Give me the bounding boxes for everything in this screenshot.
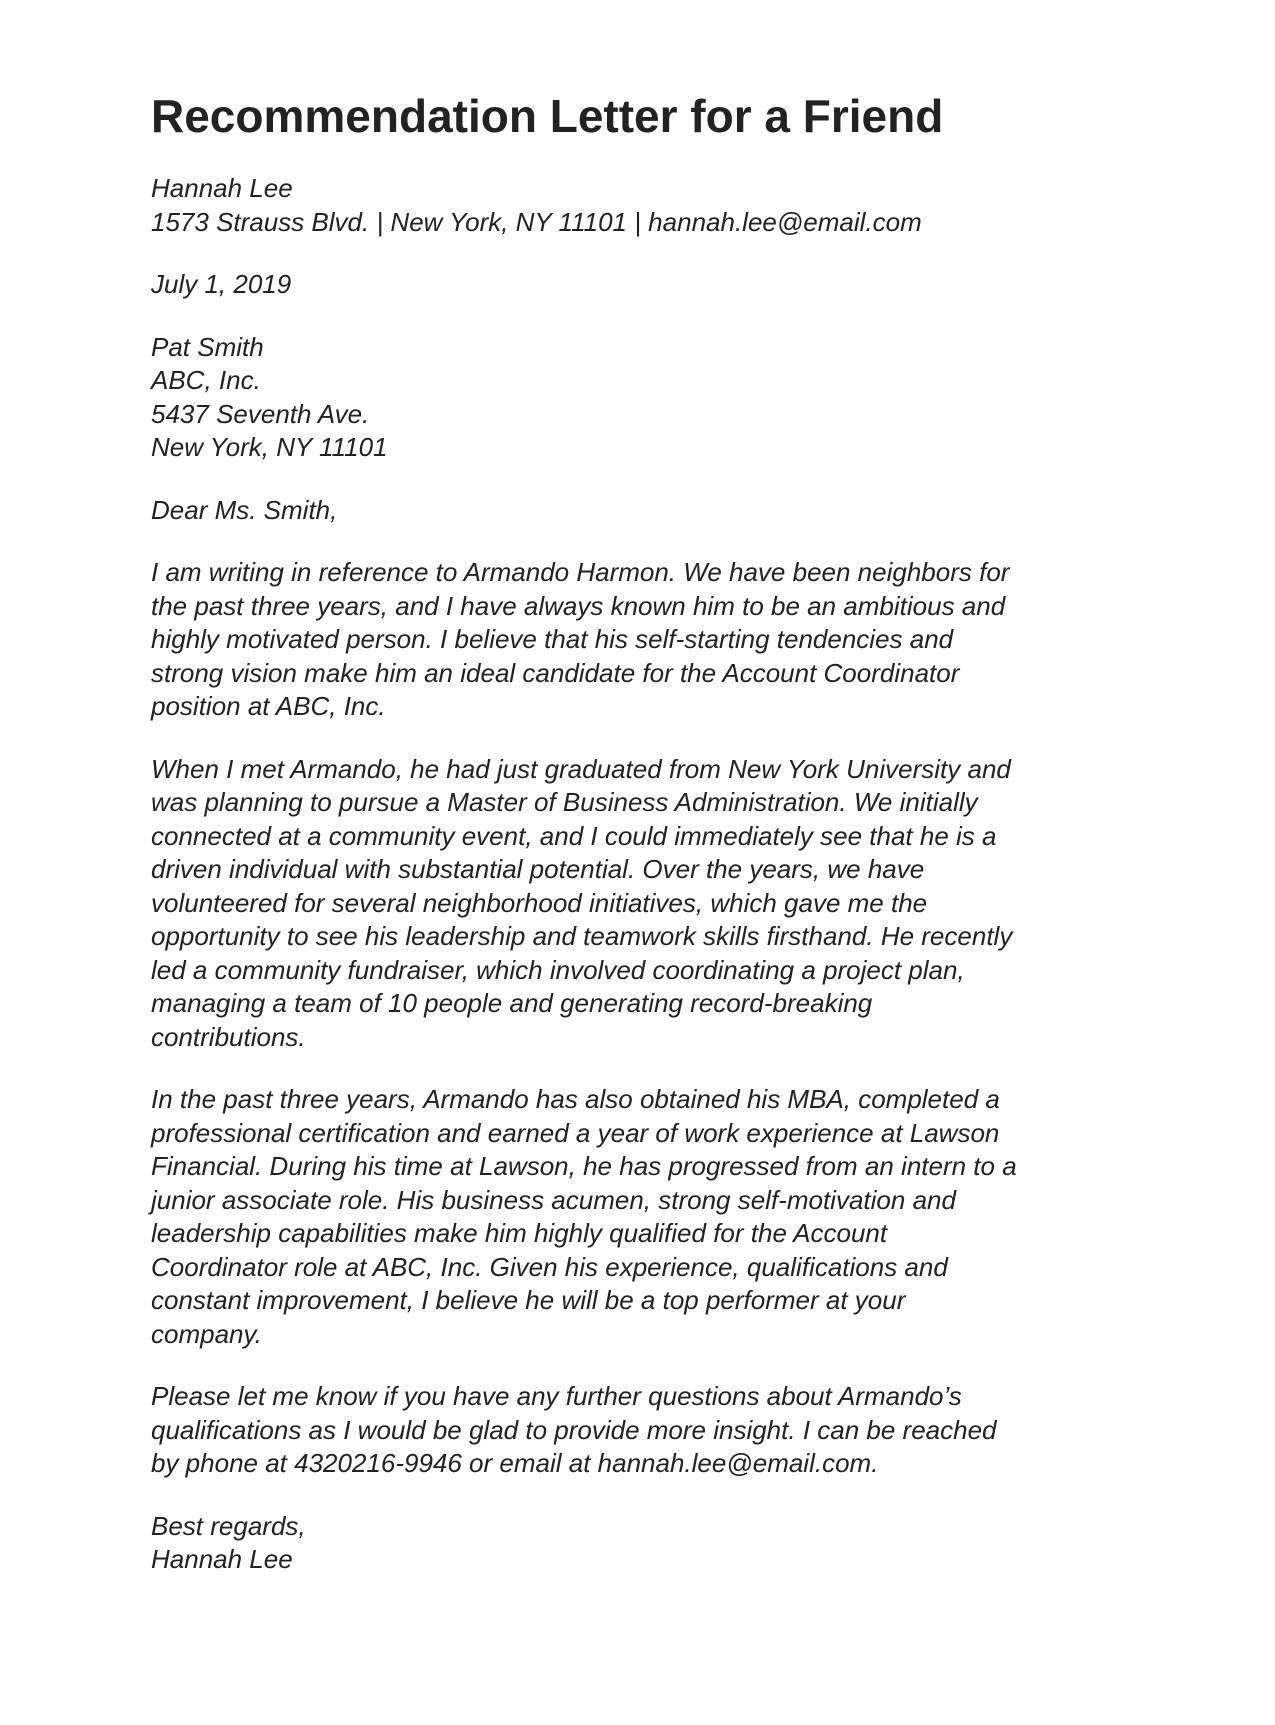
paragraph-line: by phone at 4320216-9946 or email at hannah.lee@email.com. [151, 1448, 879, 1478]
closing-block [151, 1510, 1141, 1577]
paragraph-line: I am writing in reference to Armando Harmon. We have been neighbors for [151, 557, 1010, 587]
salutation-block [151, 494, 1141, 528]
paragraph-line: leadership capabilities make him highly qualified for the Account [151, 1218, 888, 1248]
body-paragraph-1 [151, 556, 1141, 724]
salutation: Dear Ms. Smith, [151, 494, 338, 525]
paragraph-line: When I met Armando, he had just graduated from New York University and [151, 753, 1011, 784]
date-block [151, 268, 1141, 302]
paragraph-line: qualifications as I would be glad to provide more insight. I can be reached [151, 1414, 997, 1445]
recipient-street: 5437 Seventh Ave. [151, 398, 370, 429]
paragraph-line: highly motivated person. I believe that his self-starting tendencies and [151, 624, 954, 654]
paragraph-line: the past three years, and I have always known him to be an ambitious and [151, 590, 1006, 621]
paragraph-line: connected at a community event, and I could immediately see that he is a [151, 820, 997, 851]
document-title: Recommendation Letter for a Friend [151, 90, 944, 142]
paragraph-line: contributions. [151, 1021, 306, 1052]
paragraph-line: Financial. During his time at Lawson, he has progressed from an intern to a [151, 1151, 1017, 1181]
paragraph-line: Coordinator role at ABC, Inc. Given his experience, qualifications and [151, 1251, 948, 1282]
recipient-block [151, 331, 1141, 465]
paragraph-line: Please let me know if you have any further questions about Armando’s [151, 1381, 962, 1411]
paragraph-line: driven individual with substantial potential. Over the years, we have [151, 854, 925, 884]
paragraph-line: opportunity to see his leadership and teamwork skills firsthand. He recently [151, 921, 1013, 951]
recipient-name: Pat Smith [151, 331, 264, 362]
body-paragraph-4 [151, 1380, 1141, 1481]
closing: Best regards, [151, 1510, 306, 1541]
paragraph-line: company. [151, 1318, 262, 1349]
paragraph-line: managing a team of 10 people and generating record-breaking [151, 988, 873, 1018]
paragraph-line: volunteered for several neighborhood initiatives, which gave me the [151, 887, 928, 918]
body-paragraph-3 [151, 1083, 1141, 1351]
paragraph-line: constant improvement, I believe he will be a top performer at your [151, 1285, 906, 1315]
body-paragraph-2 [151, 753, 1141, 1055]
paragraph-line: position at ABC, Inc. [151, 691, 386, 721]
paragraph-line: In the past three years, Armando has also obtained his MBA, completed a [151, 1084, 1000, 1114]
recipient-company: ABC, Inc. [151, 365, 261, 395]
paragraph-line: professional certification and earned a year of work experience at Lawson [151, 1117, 1000, 1148]
letter-date: July 1, 2019 [151, 269, 292, 299]
paragraph-line: was planning to pursue a Master of Business Administration. We initially [151, 787, 978, 817]
sender-contact: 1573 Strauss Blvd. | New York, NY 11101 | hannah.lee@email.com [151, 206, 922, 237]
signature-name: Hannah Lee [151, 1544, 293, 1574]
letter-page [151, 88, 1141, 1606]
recipient-city: New York, NY 11101 [151, 432, 388, 462]
sender-name: Hannah Lee [151, 173, 293, 203]
sender-block [151, 172, 1141, 239]
paragraph-line: led a community fundraiser, which involved coordinating a project plan, [151, 954, 965, 985]
paragraph-line: junior associate role. His business acumen, strong self-motivation and [151, 1184, 956, 1215]
paragraph-line: strong vision make him an ideal candidate for the Account Coordinator [151, 657, 960, 688]
